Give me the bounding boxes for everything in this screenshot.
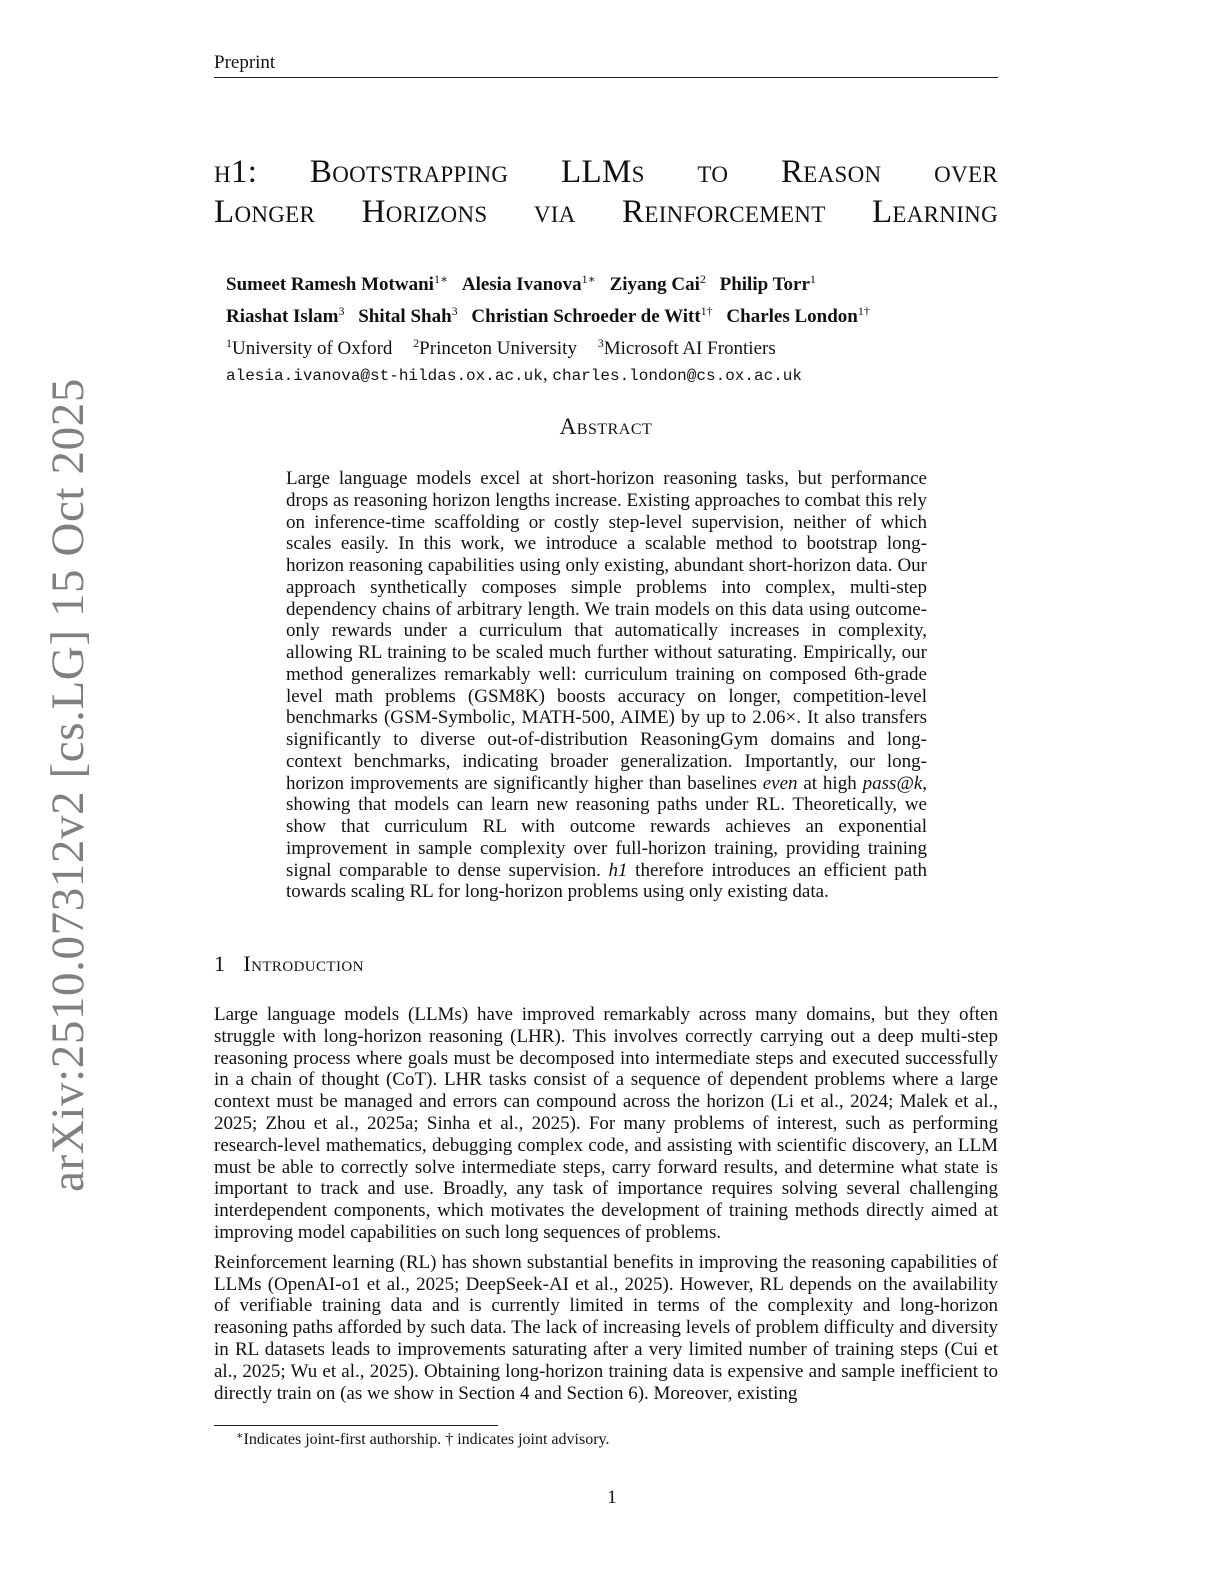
email-link[interactable]: charles.london@cs.ox.ac.uk (552, 367, 802, 385)
email-link[interactable]: alesia.ivanova@st-hildas.ox.ac.uk (226, 367, 543, 385)
page-number: 1 (607, 1487, 617, 1508)
author: Ziyang Cai$^2$ (609, 272, 706, 295)
author: Charles London$^{1\dagger}$ (726, 304, 870, 327)
affiliations (226, 330, 986, 362)
section-number: 1 (214, 951, 226, 976)
author: Alesia Ivanova$^{1∗}$ (461, 272, 596, 295)
footnote: ∗Indicates joint-first authorship. † indicates joint advisory. (236, 1430, 610, 1448)
affiliation: $^2$Princeton University (413, 336, 577, 359)
paragraph: Large language models (LLMs) have improved remarkably across many domains, but they often struggle with long-horizon reasoning (LHR). This involves correctly carrying out a deep multi-step reasoning process where goals must be decomposed into intermediate steps and executed successfully in a chain of thought (CoT). LHR tasks consist of a sequence of dependent problems where a large context must be managed and errors can compound across the horizon (Li et al., 2024; Malek et al., 2025; Zhou et al., 2025a; Sinha et al., 2025). For many problems of interest, such as performing research-level mathematics, debugging complex code, and assisting with scientific discovery, an LLM must be able to correctly solve intermediate steps, carry forward results, and determine what state is important to track and use. Broadly, any task of importance requires solving several challenging interdependent components, which motivates the development of training methods directly aimed at improving model capabilities on such long sequences of problems. (214, 1004, 998, 1243)
author: Sumeet Ramesh Motwani$^{1∗}$ (226, 272, 449, 295)
paragraph: Reinforcement learning (RL) has shown substantial benefits in improving the reasoning capabilities of LLMs (OpenAI-o1 et al., 2025; DeepSeek-AI et al., 2025). However, RL depends on the availability of verifiable training data and is currently limited in terms of the complexity and long-horizon reasoning paths afforded by such data. The lack of increasing levels of problem difficulty and diversity in RL datasets leads to improvements saturating after a very limited number of training steps (Cui et al., 2025; Wu et al., 2025). Obtaining long-horizon training data is expensive and sample inefficient to directly train on (as we show in Section 4 and Section 6). Moreover, existing (214, 1251, 998, 1404)
author: Philip Torr$^1$ (719, 272, 816, 295)
author-row-1 (226, 266, 986, 298)
section-title: Introduction (243, 951, 364, 976)
introduction-body (214, 1004, 998, 1412)
arxiv-identifier-stamp[interactable]: arXiv:2510.07312v2 [cs.LG] 15 Oct 2025 (42, 378, 94, 1192)
abstract-heading: Abstract (559, 414, 653, 439)
author: Riashat Islam$^3$ (226, 304, 345, 327)
paper-title (214, 152, 998, 232)
contact-emails (226, 362, 986, 389)
title-line-2: Longer Horizons via Reinforcement Learning (214, 194, 998, 230)
author-block (226, 266, 986, 389)
author: Christian Schroeder de Witt$^{1\dagger}$ (471, 304, 713, 327)
footnote-divider (214, 1425, 498, 1426)
abstract-text: Large language models excel at short-horizon reasoning tasks, but performance drops as reasoning horizon lengths increase. Existing approaches to combat this rely on inference-time scaffolding or costly step-level supervision, neither of which scales easily. In this work, we introduce a scalable method to bootstrap long-horizon reasoning capabilities using only existing, abundant short-horizon data. Our approach synthetically composes simple problems into complex, multi-step dependency chains of arbitrary length. We train models on this data using outcome-only rewards under a curriculum that automatically increases in complexity, allowing RL training to be scaled much further without saturating. Empirically, our method generalizes remarkably well: curriculum training on composed 6th-grade level math problems (GSM8K) boosts accuracy on longer, competition-level benchmarks (GSM-Symbolic, MATH-500, AIME) by up to 2.06×. It also transfers significantly to diverse out-of-distribution ReasoningGym domains and long-context benchmarks, indicating broader generalization. Importantly, our long-horizon improvements are significantly higher than baselines even at high pass@k, showing that models can learn new reasoning paths under RL. Theoretically, we show that curriculum RL with outcome rewards achieves an exponential improvement in sample complexity over full-horizon training, providing training signal comparable to dense supervision. h1 therefore introduces an efficient path towards scaling RL for long-horizon problems using only existing data. (286, 468, 928, 903)
running-header: Preprint (214, 52, 998, 78)
affiliation: $^1$University of Oxford (226, 336, 393, 359)
author-row-2 (226, 298, 986, 330)
author: Shital Shah$^3$ (358, 304, 458, 327)
title-line-1: h1: Bootstrapping LLMs to Reason over (214, 154, 998, 190)
email-separator: , (542, 364, 553, 385)
section-heading-introduction (214, 951, 998, 977)
affiliation: $^3$Microsoft AI Frontiers (597, 336, 776, 359)
